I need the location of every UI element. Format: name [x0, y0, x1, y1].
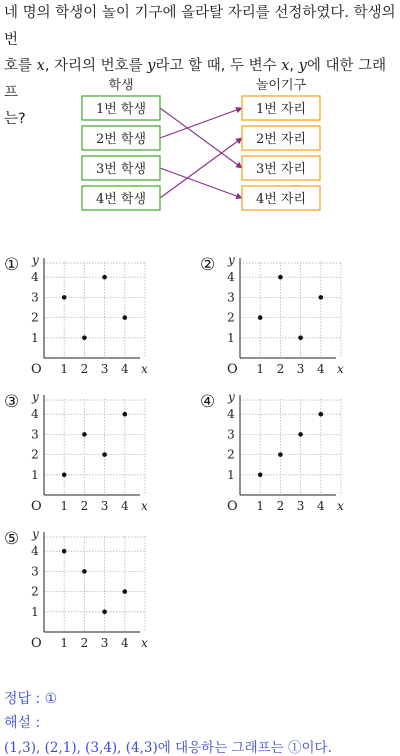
- student-header: 학생: [108, 78, 134, 93]
- y-axis-label: y: [228, 253, 235, 267]
- x-tick-label: 1: [60, 636, 69, 650]
- x-tick-label: 3: [296, 362, 305, 376]
- data-point: [319, 412, 324, 417]
- data-point: [319, 295, 324, 300]
- option-3-label[interactable]: ③: [4, 392, 20, 412]
- x-axis-label: x: [141, 499, 148, 513]
- x-tick-label: 2: [80, 362, 89, 376]
- data-point: [102, 610, 107, 615]
- data-point: [123, 589, 128, 594]
- data-point: [62, 473, 67, 478]
- y-tick-label: 2: [31, 584, 39, 599]
- y-tick-label: 1: [31, 467, 39, 482]
- y-tick-label: 4: [31, 407, 39, 422]
- x-tick-label: 1: [60, 362, 69, 376]
- x-tick-label: 3: [100, 499, 109, 513]
- seat-label: 4번 자리: [255, 192, 307, 207]
- y-axis-label: y: [32, 253, 39, 267]
- x-axis-label: x: [337, 499, 344, 513]
- y-axis-label: y: [32, 527, 39, 541]
- y-tick-label: 3: [31, 564, 39, 579]
- var-x: x: [281, 58, 290, 74]
- y-tick-label: 2: [227, 447, 235, 462]
- question-line-1: 네 명의 학생이 놀이 기구에 올라탈 자리를 선정하였다. 학생의 번: [4, 5, 396, 48]
- x-tick-label: 4: [120, 362, 129, 376]
- data-point: [62, 295, 67, 300]
- origin-label: O: [31, 636, 42, 651]
- option-4-label[interactable]: ④: [200, 392, 216, 412]
- data-point: [123, 412, 128, 417]
- y-tick-label: 3: [227, 290, 235, 305]
- data-point: [82, 336, 87, 341]
- x-tick-label: 2: [276, 362, 285, 376]
- y-tick-label: 4: [31, 544, 39, 559]
- seat-label: 1번 자리: [255, 102, 307, 117]
- correct-answer: 정답 : ①: [4, 691, 58, 707]
- data-point: [82, 432, 87, 437]
- y-tick-label: 2: [31, 447, 39, 462]
- option-2-label[interactable]: ②: [200, 255, 216, 275]
- question-text-part: 에 대한 그래프: [4, 58, 387, 101]
- y-tick-label: 2: [31, 310, 39, 325]
- data-point: [298, 432, 303, 437]
- y-tick-label: 4: [31, 270, 39, 285]
- origin-label: O: [31, 499, 42, 514]
- y-tick-label: 2: [227, 310, 235, 325]
- x-tick-label: 1: [256, 499, 265, 513]
- data-point: [102, 275, 107, 280]
- y-tick-label: 4: [227, 270, 235, 285]
- y-tick-label: 1: [31, 330, 39, 345]
- data-point: [62, 549, 67, 554]
- question-text-part: ,: [289, 58, 299, 74]
- data-point: [278, 275, 283, 280]
- option-1-graph[interactable]: [18, 250, 158, 380]
- x-tick-label: 1: [60, 499, 69, 513]
- data-point: [123, 315, 128, 320]
- option-5-graph[interactable]: [18, 524, 158, 654]
- data-point: [258, 473, 263, 478]
- data-point: [82, 569, 87, 574]
- origin-label: O: [31, 362, 42, 377]
- data-point: [278, 452, 283, 457]
- y-tick-label: 4: [227, 407, 235, 422]
- x-tick-label: 3: [100, 636, 109, 650]
- x-axis-label: x: [337, 362, 344, 376]
- x-axis-label: x: [141, 362, 148, 376]
- seat-label: 2번 자리: [255, 132, 307, 147]
- student-label: 2번 학생: [95, 132, 147, 147]
- origin-label: O: [227, 362, 238, 377]
- y-axis-label: y: [228, 390, 235, 404]
- x-tick-label: 2: [276, 499, 285, 513]
- mapping-arrow: [160, 108, 242, 138]
- explanation-text: (1,3), (2,1), (3,4), (4,3)에 대응하는 그래프는 ①이다.: [4, 740, 332, 756]
- x-tick-label: 2: [80, 636, 89, 650]
- data-point: [298, 336, 303, 341]
- question-text-part: 라고 할 때, 두 변수: [155, 58, 282, 74]
- x-tick-label: 4: [316, 499, 325, 513]
- y-tick-label: 1: [31, 604, 39, 619]
- mapping-arrow: [160, 138, 242, 198]
- question-text-part: 호를: [4, 58, 37, 74]
- mapping-arrow: [160, 168, 242, 198]
- y-tick-label: 1: [227, 467, 235, 482]
- data-point: [258, 315, 263, 320]
- x-axis-label: x: [141, 636, 148, 650]
- data-point: [102, 452, 107, 457]
- option-2-graph[interactable]: [214, 250, 354, 380]
- x-tick-label: 4: [120, 499, 129, 513]
- explanation-label: 해설 :: [4, 715, 41, 731]
- x-tick-label: 4: [120, 636, 129, 650]
- seat-label: 3번 자리: [255, 162, 307, 177]
- x-tick-label: 3: [296, 499, 305, 513]
- origin-label: O: [227, 499, 238, 514]
- option-5-label[interactable]: ⑤: [4, 529, 20, 549]
- y-tick-label: 3: [31, 290, 39, 305]
- seat-header: 놀이기구: [255, 78, 307, 93]
- option-3-graph[interactable]: [18, 387, 158, 517]
- student-label: 3번 학생: [95, 162, 147, 177]
- y-tick-label: 3: [227, 427, 235, 442]
- var-x: x: [36, 58, 45, 74]
- x-tick-label: 4: [316, 362, 325, 376]
- student-label: 4번 학생: [95, 192, 147, 207]
- var-y: y: [147, 58, 156, 74]
- x-tick-label: 1: [256, 362, 265, 376]
- student-label: 1번 학생: [95, 102, 147, 117]
- question-line-3: 는?: [4, 111, 26, 127]
- x-tick-label: 3: [100, 362, 109, 376]
- x-tick-label: 2: [80, 499, 89, 513]
- var-y: y: [298, 58, 307, 74]
- mapping-arrow: [160, 108, 242, 168]
- option-1-label[interactable]: ①: [4, 255, 20, 275]
- mapping-arrows: [160, 108, 242, 198]
- y-tick-label: 1: [227, 330, 235, 345]
- mapping-diagram: [0, 78, 400, 218]
- y-axis-label: y: [32, 390, 39, 404]
- option-4-graph[interactable]: [214, 387, 354, 517]
- question-text-part: , 자리의 번호를: [44, 58, 148, 74]
- y-tick-label: 3: [31, 427, 39, 442]
